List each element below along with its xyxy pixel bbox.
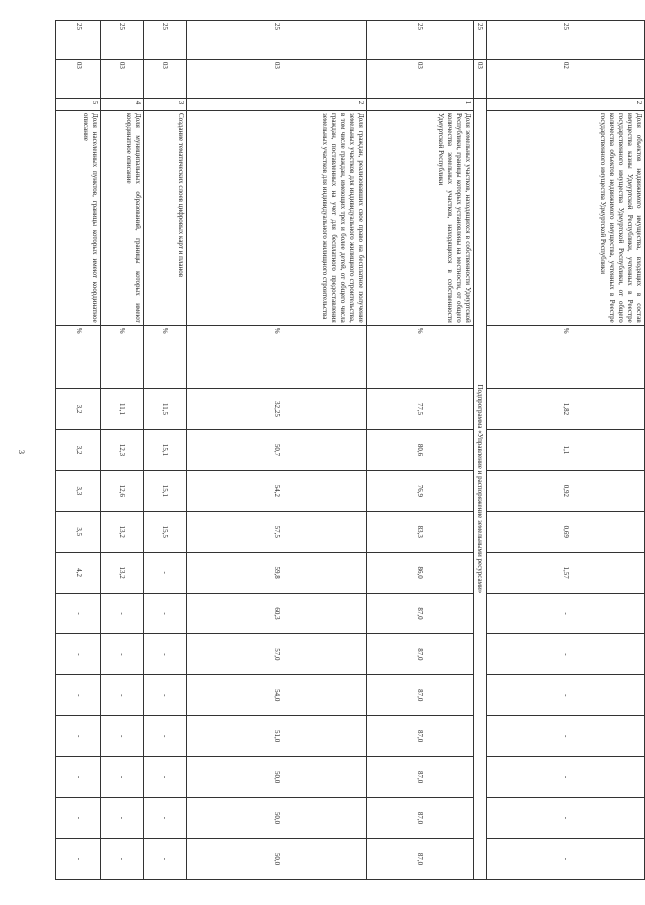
value-cell: 87,0 <box>366 675 473 716</box>
value-cell: 15,1 <box>143 430 186 471</box>
unit-cell: % <box>56 325 101 388</box>
value-cell: - <box>101 798 144 839</box>
value-cell: 12,6 <box>101 470 144 511</box>
program-code-cell: 25 <box>143 21 186 60</box>
indicator-number-cell: 2 <box>186 98 366 110</box>
program-code-cell: 25 <box>366 21 473 60</box>
value-cell: 50,7 <box>186 430 366 471</box>
value-cell: - <box>143 716 186 757</box>
value-cell: - <box>486 593 644 634</box>
value-cell: 0,69 <box>486 511 644 552</box>
value-cell: 32,25 <box>186 389 366 430</box>
value-cell: 54,0 <box>186 675 366 716</box>
value-cell: - <box>486 757 644 798</box>
subprogram-code-cell: 03 <box>366 59 473 98</box>
subprogram-header-row <box>473 21 486 880</box>
value-cell: 87,0 <box>366 593 473 634</box>
table-row <box>186 21 366 880</box>
value-cell: - <box>101 757 144 798</box>
subprogram-code-cell: 03 <box>186 59 366 98</box>
unit-cell: % <box>486 325 644 388</box>
subprogram-code-cell: 03 <box>143 59 186 98</box>
value-cell: 77,5 <box>366 389 473 430</box>
unit-cell: % <box>366 325 473 388</box>
indicator-number-cell: 4 <box>101 98 144 110</box>
table-body <box>56 21 645 880</box>
indicator-description-cell: Доля земельных участков, находящихся в собственности Удмуртской Республики, границы которых установлены на местности, от общего количества земельных участков, находящихся в собственности Удмуртской Республики <box>366 110 473 325</box>
value-cell: 54,2 <box>186 470 366 511</box>
subprogram-code-cell: 03 <box>56 59 101 98</box>
table-row <box>486 21 644 880</box>
value-cell: - <box>56 593 101 634</box>
value-cell: - <box>143 757 186 798</box>
value-cell: 87,0 <box>366 634 473 675</box>
value-cell: - <box>486 838 644 879</box>
value-cell: - <box>486 634 644 675</box>
program-code-cell: 25 <box>473 21 486 60</box>
indicator-number-cell: 2 <box>486 98 644 110</box>
value-cell: - <box>56 634 101 675</box>
value-cell: 15,1 <box>143 470 186 511</box>
value-cell: - <box>486 798 644 839</box>
value-cell: - <box>56 716 101 757</box>
table-row <box>366 21 473 880</box>
program-code-cell: 25 <box>101 21 144 60</box>
value-cell: 60,3 <box>186 593 366 634</box>
value-cell: 13,2 <box>101 511 144 552</box>
indicator-description-cell: Доля объектов недвижимого имущества, входящих в состав имущества казны Удмуртской Республики, учтенных в Реестре государственного имущества Удмуртской Республики, от общего количества объектов недвижимого имущества, учтенных в Реестре государственного имущества Удмуртской Республики <box>486 110 644 325</box>
table-row <box>56 21 101 880</box>
value-cell: 3,2 <box>56 389 101 430</box>
unit-cell: % <box>143 325 186 388</box>
value-cell: 50,0 <box>186 757 366 798</box>
value-cell: - <box>56 838 101 879</box>
value-cell: 15,5 <box>143 511 186 552</box>
indicator-number-cell: 1 <box>366 98 473 110</box>
value-cell: 4,2 <box>56 552 101 593</box>
indicator-number-cell: 3 <box>143 98 186 110</box>
value-cell: - <box>143 593 186 634</box>
value-cell: - <box>101 675 144 716</box>
subprogram-code-cell: 03 <box>101 59 144 98</box>
indicator-number-cell: 5 <box>56 98 101 110</box>
value-cell: 87,0 <box>366 798 473 839</box>
value-cell: - <box>143 798 186 839</box>
value-cell: 0,92 <box>486 470 644 511</box>
unit-cell: % <box>186 325 366 388</box>
value-cell: 1,1 <box>486 430 644 471</box>
page-number: 3 <box>17 450 26 454</box>
indicator-description-cell: Доля населенных пунктов, границы которых имеют координатное описание <box>56 110 101 325</box>
value-cell: 86,0 <box>366 552 473 593</box>
value-cell: 87,0 <box>366 716 473 757</box>
program-code-cell: 25 <box>486 21 644 60</box>
value-cell: - <box>143 675 186 716</box>
value-cell: - <box>101 593 144 634</box>
program-code-cell: 25 <box>186 21 366 60</box>
value-cell: - <box>56 798 101 839</box>
indicator-description-cell: Доля граждан, реализовавших свое право на бесплатное получение земельных участков для индивидуального жилищного строительства, в том числе граждан, имеющих трех и более детей, от общего числа граждан, поставленных на учет для бесплатного предоставления земельных участков для индивидуального жилищного строительства <box>186 110 366 325</box>
table-row <box>143 21 186 880</box>
value-cell: - <box>56 757 101 798</box>
value-cell: 76,9 <box>366 470 473 511</box>
indicators-table <box>55 20 645 880</box>
indicator-description-cell: Создание тематических слоев цифровых карт и планов <box>143 110 186 325</box>
value-cell: - <box>56 675 101 716</box>
indicator-description-cell: Доля муниципальных образований, границы которых имеют координатное описание <box>101 110 144 325</box>
value-cell: 57,5 <box>186 511 366 552</box>
value-cell: 3,3 <box>56 470 101 511</box>
program-code-cell: 25 <box>56 21 101 60</box>
value-cell: 87,0 <box>366 757 473 798</box>
value-cell: 1,57 <box>486 552 644 593</box>
value-cell: 11,1 <box>101 389 144 430</box>
value-cell: 50,0 <box>186 798 366 839</box>
value-cell: - <box>143 838 186 879</box>
value-cell: - <box>486 675 644 716</box>
value-cell: 83,3 <box>366 511 473 552</box>
value-cell: - <box>143 552 186 593</box>
value-cell: 50,0 <box>186 838 366 879</box>
subprogram-code-cell: 02 <box>486 59 644 98</box>
value-cell: 13,2 <box>101 552 144 593</box>
value-cell: - <box>101 634 144 675</box>
value-cell: 57,0 <box>186 634 366 675</box>
value-cell: - <box>143 634 186 675</box>
value-cell: 87,0 <box>366 838 473 879</box>
value-cell: 51,0 <box>186 716 366 757</box>
unit-cell: % <box>101 325 144 388</box>
value-cell: - <box>101 838 144 879</box>
value-cell: 3,2 <box>56 430 101 471</box>
rotated-table-area <box>55 20 645 880</box>
subprogram-title: Подпрограмма «Управление и распоряжение земельными ресурсами» <box>473 98 486 879</box>
value-cell: 3,5 <box>56 511 101 552</box>
value-cell: 80,6 <box>366 430 473 471</box>
table-row <box>101 21 144 880</box>
value-cell: 1,82 <box>486 389 644 430</box>
value-cell: - <box>101 716 144 757</box>
value-cell: 12,3 <box>101 430 144 471</box>
value-cell: 59,8 <box>186 552 366 593</box>
value-cell: 11,5 <box>143 389 186 430</box>
value-cell: - <box>486 716 644 757</box>
subprogram-code-cell: 03 <box>473 59 486 98</box>
